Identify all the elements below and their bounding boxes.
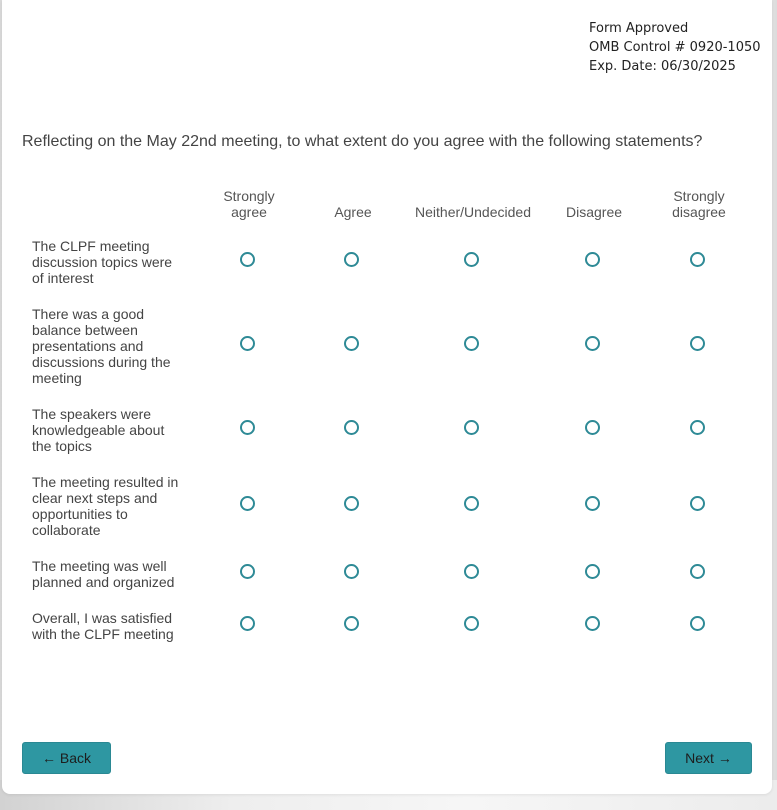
radio-row2-disagree[interactable] [585, 336, 600, 351]
radio-row5-agree[interactable] [344, 564, 359, 579]
radio-row4-agree[interactable] [344, 496, 359, 511]
radio-row6-strongly-disagree[interactable] [690, 616, 705, 631]
row-label-satisfied: Overall, I was satisfied with the CLPF meeting [32, 610, 174, 642]
exp-date-text: Exp. Date: 06/30/2025 [589, 59, 736, 74]
radio-row4-disagree[interactable] [585, 496, 600, 511]
radio-row1-strongly-agree[interactable] [240, 252, 255, 267]
row-label-topics-interest: The CLPF meeting discussion topics were of interest [32, 238, 173, 286]
radio-row3-disagree[interactable] [585, 420, 600, 435]
radio-row4-strongly-disagree[interactable] [690, 496, 705, 511]
row-label-planned: The meeting was well planned and organized [32, 558, 175, 590]
radio-row6-neither[interactable] [464, 616, 479, 631]
radio-row6-strongly-agree[interactable] [240, 616, 255, 631]
radio-row4-neither[interactable] [464, 496, 479, 511]
radio-row4-strongly-agree[interactable] [240, 496, 255, 511]
survey-card [2, 0, 772, 794]
next-button[interactable]: Next → [665, 742, 752, 774]
radio-row3-neither[interactable] [464, 420, 479, 435]
radio-row6-disagree[interactable] [585, 616, 600, 631]
radio-row6-agree[interactable] [344, 616, 359, 631]
radio-row5-neither[interactable] [464, 564, 479, 579]
radio-row5-strongly-disagree[interactable] [690, 564, 705, 579]
back-button[interactable]: ← Back [22, 742, 111, 774]
radio-row1-neither[interactable] [464, 252, 479, 267]
question-text: Reflecting on the May 22nd meeting, to what extent do you agree with the following statements? [22, 133, 703, 150]
row-label-next-steps: The meeting resulted in clear next steps and opportunities to collaborate [32, 474, 179, 538]
radio-row3-agree[interactable] [344, 420, 359, 435]
column-header-agree: Agree [334, 204, 372, 220]
row-label-balance: There was a good balance between presentations and discussions during the meeting [32, 306, 171, 386]
radio-row1-disagree[interactable] [585, 252, 600, 267]
column-header-neither: Neither/Undecided [415, 204, 531, 220]
omb-control-text: OMB Control # 0920-1050 [589, 40, 761, 55]
radio-row5-strongly-agree[interactable] [240, 564, 255, 579]
omb-notice [589, 19, 761, 76]
column-header-strongly-agree: Strongly agree [223, 188, 275, 220]
radio-row5-disagree[interactable] [585, 564, 600, 579]
column-header-strongly-disagree: Strongly disagree [672, 188, 726, 220]
form-approved-text: Form Approved [589, 21, 689, 36]
column-header-disagree: Disagree [565, 204, 623, 220]
radio-row3-strongly-agree[interactable] [240, 420, 255, 435]
radio-row2-agree[interactable] [344, 336, 359, 351]
radio-row2-strongly-disagree[interactable] [690, 336, 705, 351]
row-label-speakers: The speakers were knowledgeable about the topics [32, 406, 165, 454]
radio-row3-strongly-disagree[interactable] [690, 420, 705, 435]
radio-row1-agree[interactable] [344, 252, 359, 267]
radio-row2-strongly-agree[interactable] [240, 336, 255, 351]
radio-row2-neither[interactable] [464, 336, 479, 351]
radio-row1-strongly-disagree[interactable] [690, 252, 705, 267]
